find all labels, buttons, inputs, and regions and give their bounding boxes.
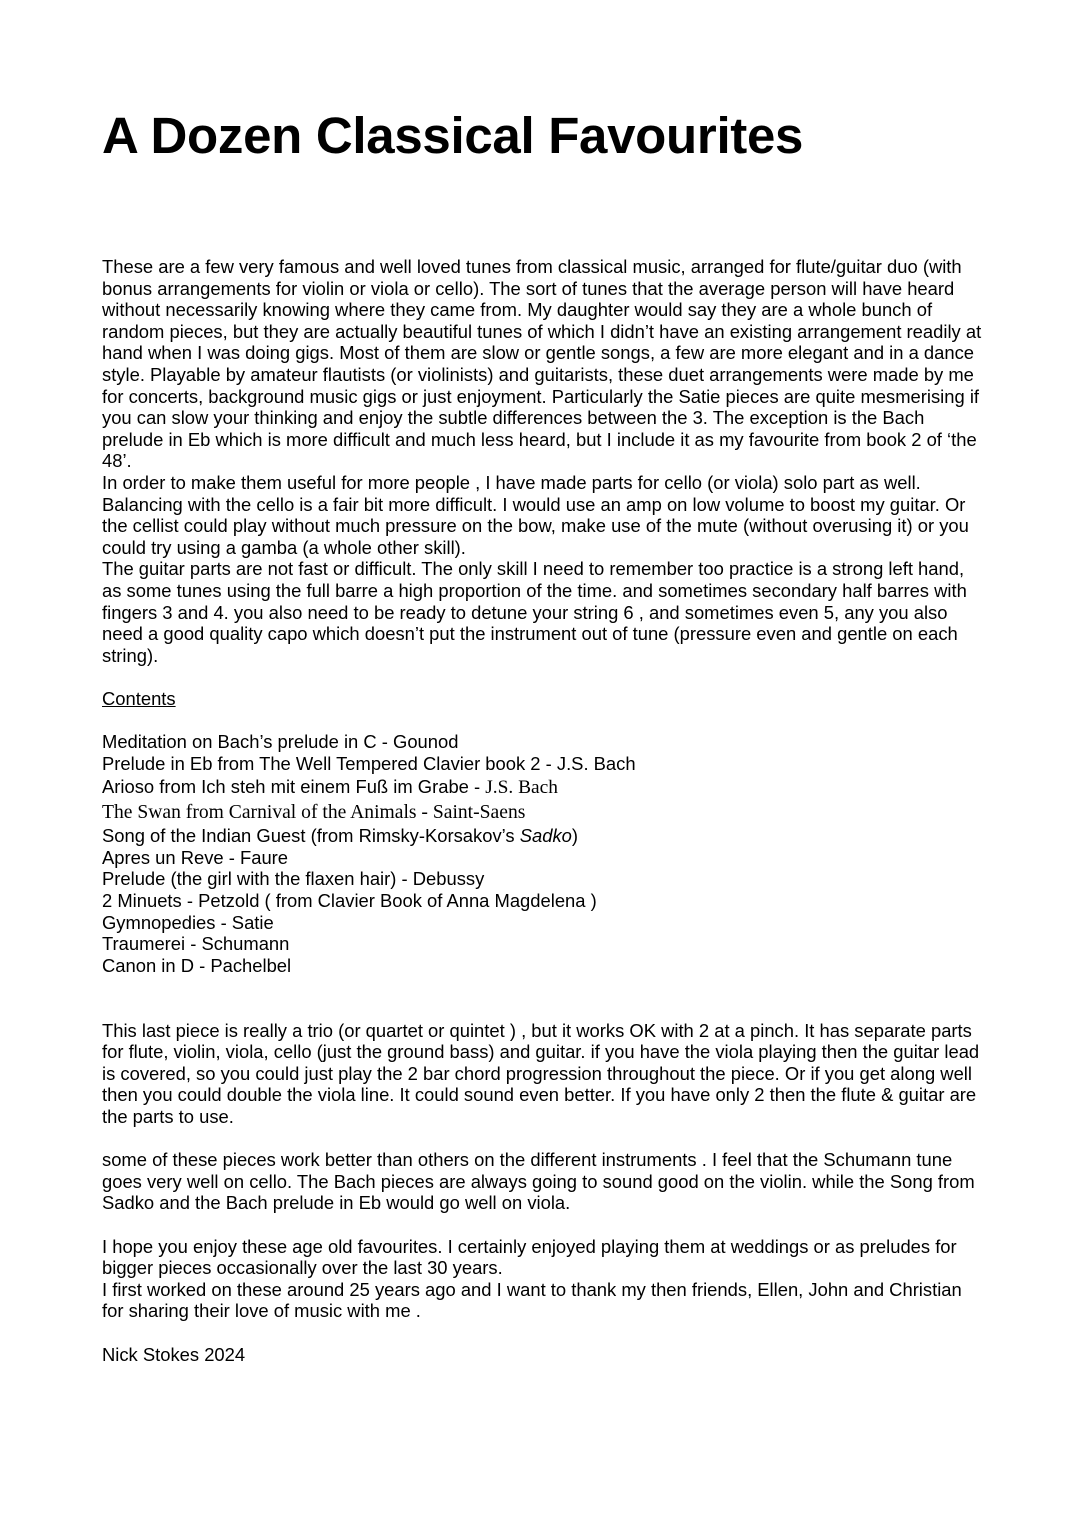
intro-paragraph-3: The guitar parts are not fast or difficult. The only skill I need to remember too practice is a strong left hand, as some tunes using the full barre a high proportion of the time. and sometimes secondary half barres with fingers 3 and 4. you also need to be ready to detune your string 6 , and sometimes even 5, any you also need a good quality capo which doesn’t put the instrument out of tune (pressure even and gentle on each string). xyxy=(102,558,967,666)
list-item-close-paren: ) xyxy=(571,825,578,847)
contents-heading: Contents xyxy=(102,687,176,709)
spacer xyxy=(102,1322,982,1344)
notes-paragraph-1: This last piece is really a trio (or quartet or quintet ) , but it works OK with 2 at a pinch. It has separate parts for flute, violin, viola, cello (just the ground bass) and guitar. if you have the viola playing then the guitar lead is covered, so you could just play the 2 bar chord progression throughout the piece. Or if you get along well then you could double the viola line. It could sound even better. If you have only 2 then the flute & guitar are the parts to use. xyxy=(102,1019,980,1127)
spacer xyxy=(102,998,982,1020)
signature: Nick Stokes 2024 xyxy=(102,1343,246,1365)
list-item: Apres un Reve - Faure xyxy=(102,846,289,868)
list-item: Traumerei - Schumann xyxy=(102,933,290,955)
list-item: Meditation on Bach’s prelude in C - Gounod xyxy=(102,731,459,753)
page-title: A Dozen Classical Favourites xyxy=(102,107,804,164)
notes-paragraph-2: some of these pieces work better than others on the different instruments . I feel that the Schumann tune goes very well on cello. The Bach pieces are always going to sound good on the violin. while the Song from Sadko and the Bach prelude in Eb would go well on viola. xyxy=(102,1149,975,1214)
list-item: The Swan from Carnival of the Animals - Saint-Saens xyxy=(102,802,526,824)
intro-paragraph-2: In order to make them useful for more people , I have made parts for cello (or viola) solo part as well. Balancing with the cello is a fair bit more difficult. I would use an amp on low volume to boost my guitar. Or the cellist could play without much pressure on the bow, make use of the mute (without overusing it) or you could try using a gamba (a whole other skill). xyxy=(102,471,969,558)
list-item: Prelude (the girl with the flaxen hair) - Debussy xyxy=(102,868,485,890)
spacer xyxy=(102,976,982,998)
spacer xyxy=(102,666,982,688)
list-item xyxy=(102,825,982,847)
notes-paragraph-4: I first worked on these around 25 years ago and I want to thank my then friends, Ellen, John and Christian for sharing their love of music with me . xyxy=(102,1278,962,1322)
list-item-title: Arioso from Ich steh mit einem Fuß im Grabe - xyxy=(102,776,486,798)
spacer xyxy=(102,1128,982,1150)
document-body xyxy=(102,256,982,1365)
spacer xyxy=(102,1214,982,1236)
list-item: Canon in D - Pachelbel xyxy=(102,954,292,976)
list-item: 2 Minuets - Petzold ( from Clavier Book of Anna Magdelena ) xyxy=(102,890,597,912)
list-item-composer: J.S. Bach xyxy=(485,777,558,799)
list-item: Prelude in Eb from The Well Tempered Clavier book 2 - J.S. Bach xyxy=(102,752,636,774)
list-item: Gymnopedies - Satie xyxy=(102,911,274,933)
contents-list xyxy=(102,731,982,976)
list-item-opera: Sadko xyxy=(519,825,572,847)
list-item xyxy=(102,774,982,800)
spacer xyxy=(102,709,982,731)
list-item-title: Song of the Indian Guest (from Rimsky-Korsakov’s xyxy=(102,825,520,847)
intro-paragraph-1: These are a few very famous and well loved tunes from classical music, arranged for flute/guitar duo (with bonus arrangements for violin or viola or cello). The sort of tunes that the average person will have heard without necessarily knowing where they came from. My daughter would say they are a whole bunch of random pieces, but they are actually beautiful tunes of which I didn’t have an existing arrangement readily at hand when I was doing gigs. Most of them are slow or gentle songs, a few are more elegant and in a dance style. Playable by amateur flautists (or violinists) and guitarists, these duet arrangements were made by me for concerts, background music gigs or just enjoyment. Particularly the Satie pieces are quite mesmerising if you can slow your thinking and enjoy the subtle differences between the 3. The exception is the Bach prelude in Eb which is more difficult and much less heard, but I include it as my favourite from book 2 of ‘the 48’. xyxy=(102,256,982,472)
notes-paragraph-3: I hope you enjoy these age old favourites. I certainly enjoyed playing them at weddings or as preludes for bigger pieces occasionally over the last 30 years. xyxy=(102,1235,957,1279)
